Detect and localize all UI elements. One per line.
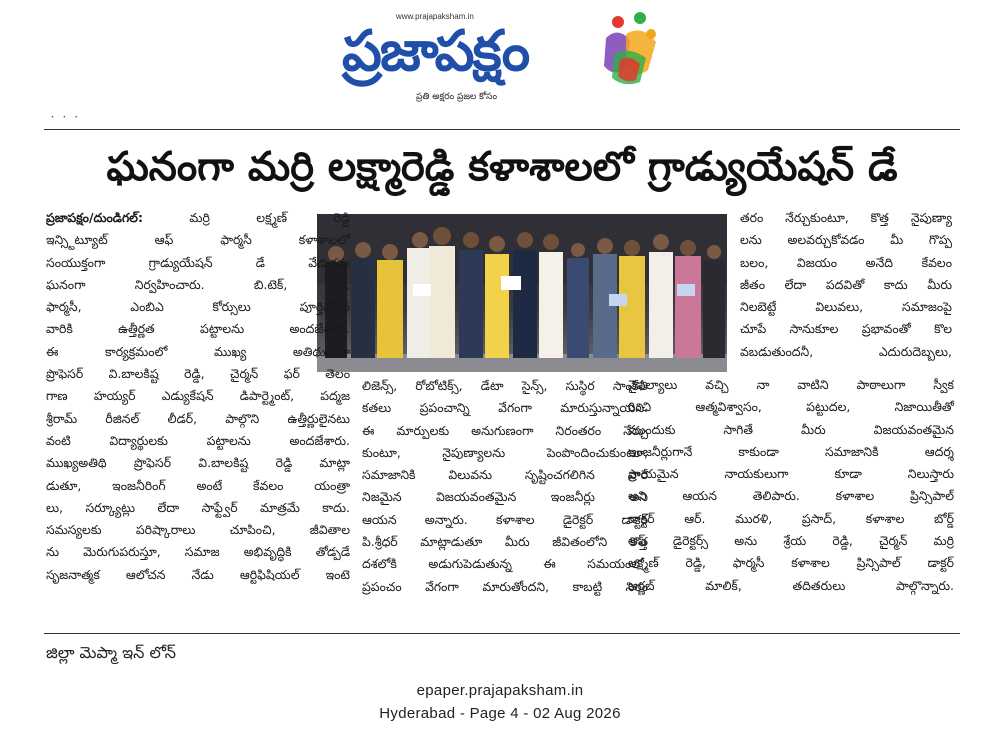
article-line: దశలోకి అడుగుపెడుతున్న ఈ సమయంలో, bbox=[362, 556, 648, 572]
article-line: కతలు ప్రపంచాన్ని వేగంగా మారుస్తున్నాయని. bbox=[362, 400, 648, 416]
people-emblem-icon bbox=[596, 8, 662, 88]
article-line: ఆఫ్ డైరెక్టర్స్ అను శ్రేయ రెడ్డి, చైర్మన్ మర్రి bbox=[628, 533, 954, 549]
article-line: ఇంజనీర్లుగానే కాకుండా సమాజానికి ఆదర్శ bbox=[628, 443, 954, 459]
article-line: అని ఆయన తెలిపారు. కళాశాల ప్రిన్సిపాల్ bbox=[628, 488, 954, 504]
article-column-3 bbox=[740, 207, 952, 363]
article-line: ఈ కార్యక్రమంలో ముఖ్య అతిథులుగా bbox=[46, 343, 350, 359]
graduation-photo-illustration bbox=[317, 214, 727, 372]
article-line: లక్ష్మణ్ రెడ్డి, ఫార్మసీ కళాశాల ప్రిన్సిపాల్ డాక్టర్ bbox=[628, 555, 954, 571]
article-line: చూపే సానుకూల ప్రభావంతో కొల bbox=[740, 321, 952, 337]
article-line: రించి ఆత్మవిశ్వాసం, పట్టుదల, నిజాయితీతో bbox=[628, 399, 954, 415]
article-line: వబడుతుందనీ, ఎదురుదెబ్బలు, bbox=[740, 343, 952, 359]
article-line: లను అలవర్చుకోవడం మీ గొప్ప bbox=[740, 232, 952, 248]
footer-page-info: Hyderabad - Page 4 - 02 Aug 2026 bbox=[379, 705, 621, 722]
top-rule bbox=[44, 129, 960, 130]
article-line: డాక్టర్ ఆర్. మురళి, ప్రసాద్, కళాశాల బోర్డ్ bbox=[628, 510, 954, 526]
article-line: బలం, విజయం అనేది కేవలం bbox=[740, 254, 952, 270]
article-line: ప్రొఫెసర్ వి.బాలకిష్ట రెడ్డి, చైర్మన్ ఫర్ తెలం bbox=[46, 366, 350, 382]
dateline: ప్రజాపక్షం/దుండిగల్: bbox=[46, 210, 143, 225]
article-line: సృజనాత్మక ఆలోచన నేడు ఆర్టిఫిషియల్ ఇంటె bbox=[46, 566, 350, 582]
graduation-photo bbox=[317, 214, 727, 372]
newspaper-logo: ప్రజాపక్షం bbox=[342, 19, 529, 84]
article-line: సమాజానికి విలువను సృష్టించగలిగిన వారే bbox=[362, 467, 648, 483]
next-article-strip: జిల్లా మెప్మా ఇన్ లోన్ bbox=[46, 643, 177, 662]
article-line: ప్రపంచం వేగంగా మారుతోందని, కాబట్టి నిరం bbox=[362, 578, 648, 594]
article-line: లిజెన్స్, రోబోటిక్స్, డేటా సైన్స్, సుస్థిర సాంకేతి bbox=[362, 378, 648, 393]
article-line: ముఖ్యఅతిథి ప్రొఫెసర్ వి.బాలకిష్ట రెడ్డి మాట్లా bbox=[46, 455, 350, 471]
headline: ఘనంగా మర్రి లక్ష్మారెడ్డి కళాశాలలో గ్రాడ్యుయేషన్ డే bbox=[106, 144, 898, 190]
article-line-first bbox=[46, 207, 350, 229]
masthead bbox=[330, 6, 670, 110]
article-line: గాణ హయ్యర్ ఎడ్యుకేషన్ డిపార్ట్మెంట్, పద్మజ bbox=[46, 388, 350, 404]
article-line: నిలబెట్టే విలువలు, సమాజంపై bbox=[740, 299, 952, 315]
article-line: డుతూ, ఇంజనీరింగ్ అంటే కేవలం యంత్రా bbox=[46, 477, 350, 493]
article-line: పి.శ్రీధర్ మాట్లాడుతూ మీరు జీవితంలోని కొత్త bbox=[362, 534, 648, 550]
article-line: లు, సర్క్యూట్లు లేదా సాఫ్ట్వేర్ మాత్రమే కాదు. bbox=[46, 499, 350, 515]
masthead-url: www.prajapaksham.in bbox=[396, 12, 474, 21]
article-line: ప్రాయమైన నాయకులుగా కూడా నిలుస్తారు bbox=[628, 466, 954, 482]
article-line: వారికి ఉత్తీర్ణత పట్టాలను అందజేశారు. bbox=[46, 321, 350, 337]
article-line: శ్రీరామ్ రీజినల్ లీడర్, పాల్గొని ఉత్తీర్ణులైనటు bbox=[46, 410, 350, 426]
article-line: అర్ణబ్ మాలిక్, తదితరులు పాల్గొన్నారు. bbox=[628, 577, 954, 593]
footer-site-link[interactable]: epaper.prajapaksham.in bbox=[416, 682, 584, 699]
article-line: ముందుకు సాగితే మీరు విజయవంతమైన bbox=[628, 421, 954, 437]
article-line: ఇన్స్టిట్యూట్ ఆఫ్ ఫార్మసీ కళాశాలలో bbox=[46, 232, 350, 248]
article-line: ను మెరుగుపరుస్తూ, సమాజ అభివృద్ధికి తోడ్పడే bbox=[46, 544, 350, 560]
masthead-tagline: ప్రతి అక్షరం ప్రజల కోసం bbox=[416, 92, 498, 102]
article-line: ఘనంగా నిర్వహించారు. బి.టెక్, బి. bbox=[46, 276, 350, 292]
article-line: ఈ మార్పులకు అనుగుణంగా నిరంతరం నేర్చు bbox=[362, 422, 648, 438]
top-strip: ・ ・ ・ bbox=[48, 113, 81, 120]
article-column-2 bbox=[362, 375, 648, 598]
article-line: కుంటూ, నైపుణ్యాలను పెంపొందించుకుంటూ, bbox=[362, 444, 648, 460]
page-footer bbox=[0, 664, 1000, 738]
article-line: ఆయన అన్నారు. కళాశాల డైరెక్టర్ డాక్టర్ bbox=[362, 511, 648, 527]
bottom-rule bbox=[44, 633, 960, 634]
article-line: సంయుక్తంగా గ్రాడ్యుయేషన్ డే వేడుకను bbox=[46, 254, 350, 270]
article-line: వంటి విద్యార్థులకు పట్టాలను అందజేశారు. bbox=[46, 432, 350, 448]
article-column-3-continued bbox=[628, 374, 954, 597]
article-line: ఫార్మసీ, ఎంబిఎ కోర్సులు పూర్తిచేసిన bbox=[46, 299, 350, 315]
article-line: జీతం లేదా పదవితో కాదు మీరు bbox=[740, 276, 952, 292]
article-line: నిజమైన విజయవంతమైన ఇంజనీర్లు అని bbox=[362, 489, 648, 505]
article-line: తరం నేర్చుకుంటూ, కొత్త నైపుణ్యా bbox=[740, 210, 952, 225]
article-line: సమస్యలకు పరిష్కారాలు చూపించి, జీవితాల bbox=[46, 522, 350, 538]
article-line: వైఫల్యాలు వచ్చి నా వాటిని పాఠాలుగా స్వీక bbox=[628, 377, 954, 392]
article-line: మర్రి లక్ష్మణ్ రెడ్డి bbox=[189, 210, 350, 225]
article-column-1 bbox=[46, 207, 350, 586]
